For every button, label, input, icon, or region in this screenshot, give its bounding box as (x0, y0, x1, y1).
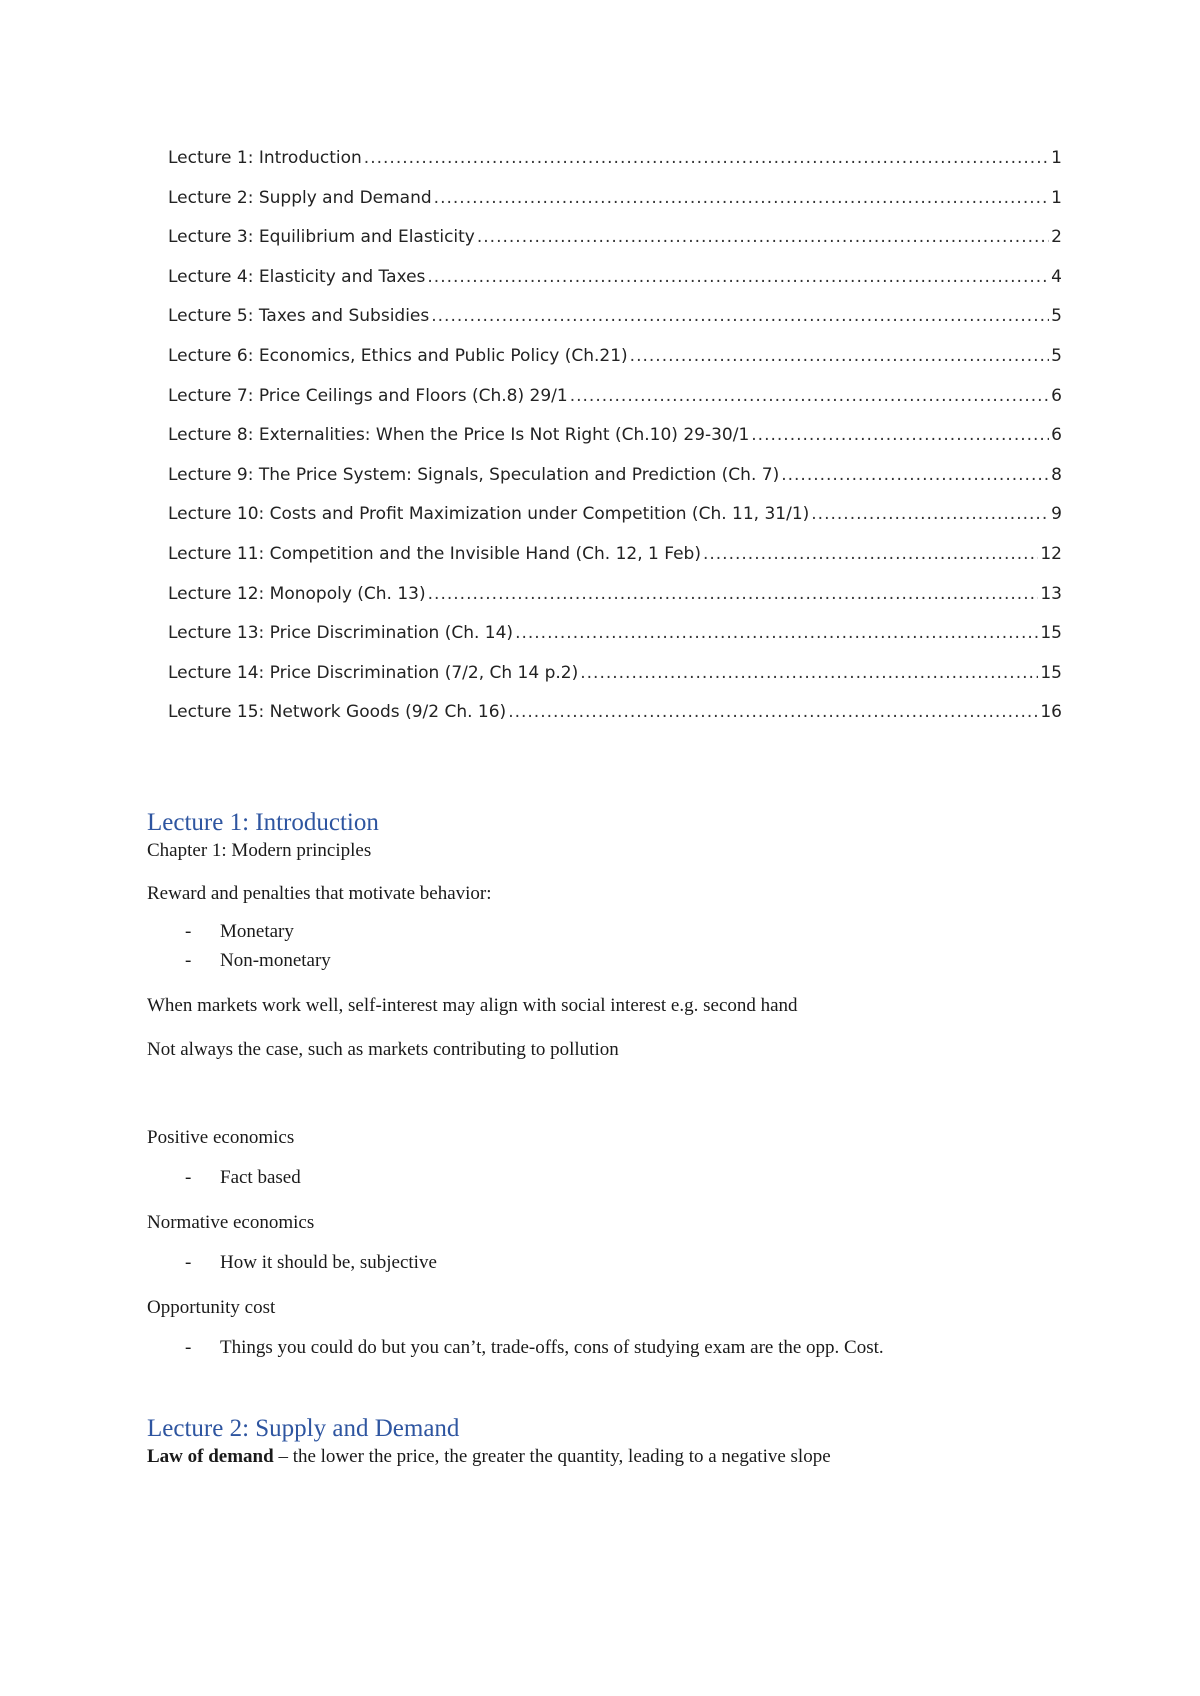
list-item (147, 1333, 1067, 1362)
toc-entry-title: Lecture 1: Introduction (168, 148, 362, 168)
list-item-text: How it should be, subjective (220, 1252, 437, 1273)
toc-entry-page: 12 (1040, 543, 1062, 564)
bullet-dash: - (185, 1167, 192, 1188)
list-item-text: Fact based (220, 1167, 301, 1188)
document-body (147, 808, 1067, 1488)
toc-entry-title: Lecture 3: Equilibrium and Elasticity (168, 227, 475, 248)
toc-entry[interactable] (168, 425, 1062, 465)
bullet-dash: - (185, 950, 192, 971)
toc-entry-title: Lecture 15: Network Goods (9/2 Ch. 16) (168, 702, 507, 723)
toc-leader-dots (427, 267, 1049, 287)
toc-leader-dots (781, 465, 1049, 485)
law-of-demand (147, 1444, 1067, 1470)
toc-entry-page: 15 (1040, 623, 1062, 644)
toc-entry[interactable] (168, 504, 1062, 544)
toc-leader-dots (570, 386, 1049, 406)
spacer (147, 1081, 1067, 1125)
toc-entry-page: 1 (1051, 187, 1062, 208)
toc-entry-title: Lecture 14: Price Discrimination (7/2, Ch 14 p.2) (168, 662, 579, 683)
toc-entry-page: 6 (1051, 425, 1062, 446)
list-item (147, 1163, 1067, 1192)
spacer (147, 1380, 1067, 1414)
toc-leader-dots (428, 584, 1039, 604)
toc-entry[interactable] (168, 663, 1062, 703)
list-item (147, 1248, 1067, 1277)
bullet-dash: - (185, 1337, 192, 1358)
toc-entry-title: Lecture 7: Price Ceilings and Floors (Ch.8) 29/1 (168, 385, 568, 406)
toc-leader-dots (703, 544, 1038, 564)
toc-entry-page: 15 (1040, 662, 1062, 683)
toc-entry-page: 9 (1051, 504, 1062, 525)
lecture-2-heading: Lecture 2: Supply and Demand (147, 1415, 460, 1442)
normative-list (147, 1248, 1067, 1277)
toc-leader-dots (630, 346, 1050, 366)
toc-entry[interactable] (168, 306, 1062, 346)
normative-economics: Normative economics (147, 1212, 315, 1233)
pollution-paragraph: Not always the case, such as markets contributing to pollution (147, 1039, 619, 1060)
positive-economics: Positive economics (147, 1127, 295, 1148)
toc-entry-title: Lecture 2: Supply and Demand (168, 187, 432, 208)
bullet-dash: - (185, 921, 192, 942)
toc-entry[interactable] (168, 148, 1062, 188)
toc-entry-page: 1 (1051, 148, 1062, 168)
chapter-subtitle: Chapter 1: Modern principles (147, 840, 372, 861)
toc-entry-title: Lecture 8: Externalities: When the Price Is Not Right (Ch.10) 29-30/1 (168, 425, 750, 446)
toc-entry-title: Lecture 12: Monopoly (Ch. 13) (168, 583, 426, 604)
toc-leader-dots (580, 663, 1038, 683)
toc-entry[interactable] (168, 227, 1062, 267)
toc-entry-title: Lecture 6: Economics, Ethics and Public Policy (Ch.21) (168, 345, 628, 366)
opportunity-cost: Opportunity cost (147, 1297, 276, 1318)
list-item (147, 917, 1067, 946)
toc-entry-page: 5 (1051, 345, 1062, 366)
law-of-demand-text: – the lower the price, the greater the quantity, leading to a negative slope (273, 1446, 831, 1467)
toc-entry[interactable] (168, 267, 1062, 307)
toc-entry-page: 2 (1051, 227, 1062, 248)
toc-leader-dots (751, 425, 1049, 445)
toc-entry[interactable] (168, 386, 1062, 426)
toc-leader-dots (431, 306, 1049, 326)
toc-entry-title: Lecture 9: The Price System: Signals, Speculation and Prediction (Ch. 7) (168, 464, 780, 485)
rewards-list (147, 917, 1067, 975)
toc-entry-title: Lecture 5: Taxes and Subsidies (168, 306, 430, 327)
list-item-text: Non-monetary (220, 950, 331, 971)
toc-entry-title: Lecture 13: Price Discrimination (Ch. 14) (168, 623, 514, 644)
lecture-1-heading: Lecture 1: Introduction (147, 809, 379, 836)
toc-entry[interactable] (168, 623, 1062, 663)
list-item-text: Monetary (220, 921, 294, 942)
toc-entry[interactable] (168, 346, 1062, 386)
toc-entry[interactable] (168, 188, 1062, 228)
toc-entry-title: Lecture 11: Competition and the Invisible Hand (Ch. 12, 1 Feb) (168, 543, 701, 564)
toc-entry-page: 16 (1040, 702, 1062, 723)
toc-leader-dots (364, 148, 1049, 168)
toc-entry[interactable] (168, 584, 1062, 624)
toc-leader-dots (515, 623, 1038, 643)
bullet-dash: - (185, 1252, 192, 1273)
toc-leader-dots (508, 702, 1038, 722)
opportunity-list (147, 1333, 1067, 1362)
markets-paragraph: When markets work well, self-interest may align with social interest e.g. second hand (147, 995, 798, 1016)
toc-entry[interactable] (168, 465, 1062, 505)
toc-leader-dots (811, 504, 1049, 524)
table-of-contents (168, 148, 1062, 742)
law-of-demand-term: Law of demand (147, 1446, 274, 1467)
toc-entry-page: 6 (1051, 385, 1062, 406)
list-item (147, 946, 1067, 975)
toc-entry-title: Lecture 10: Costs and Profit Maximization under Competition (Ch. 11, 31/1) (168, 504, 810, 525)
toc-leader-dots (434, 188, 1050, 208)
rewards-intro: Reward and penalties that motivate behavior: (147, 883, 492, 904)
toc-entry[interactable] (168, 702, 1062, 742)
toc-entry-page: 8 (1051, 464, 1062, 485)
toc-entry-page: 13 (1040, 583, 1062, 604)
toc-entry-page: 5 (1051, 306, 1062, 327)
toc-leader-dots (477, 227, 1049, 247)
toc-entry-page: 4 (1051, 266, 1062, 287)
list-item-text: Things you could do but you can’t, trade-offs, cons of studying exam are the opp. Cost. (220, 1337, 884, 1358)
toc-entry[interactable] (168, 544, 1062, 584)
toc-entry-title: Lecture 4: Elasticity and Taxes (168, 266, 426, 287)
positive-list (147, 1163, 1067, 1192)
